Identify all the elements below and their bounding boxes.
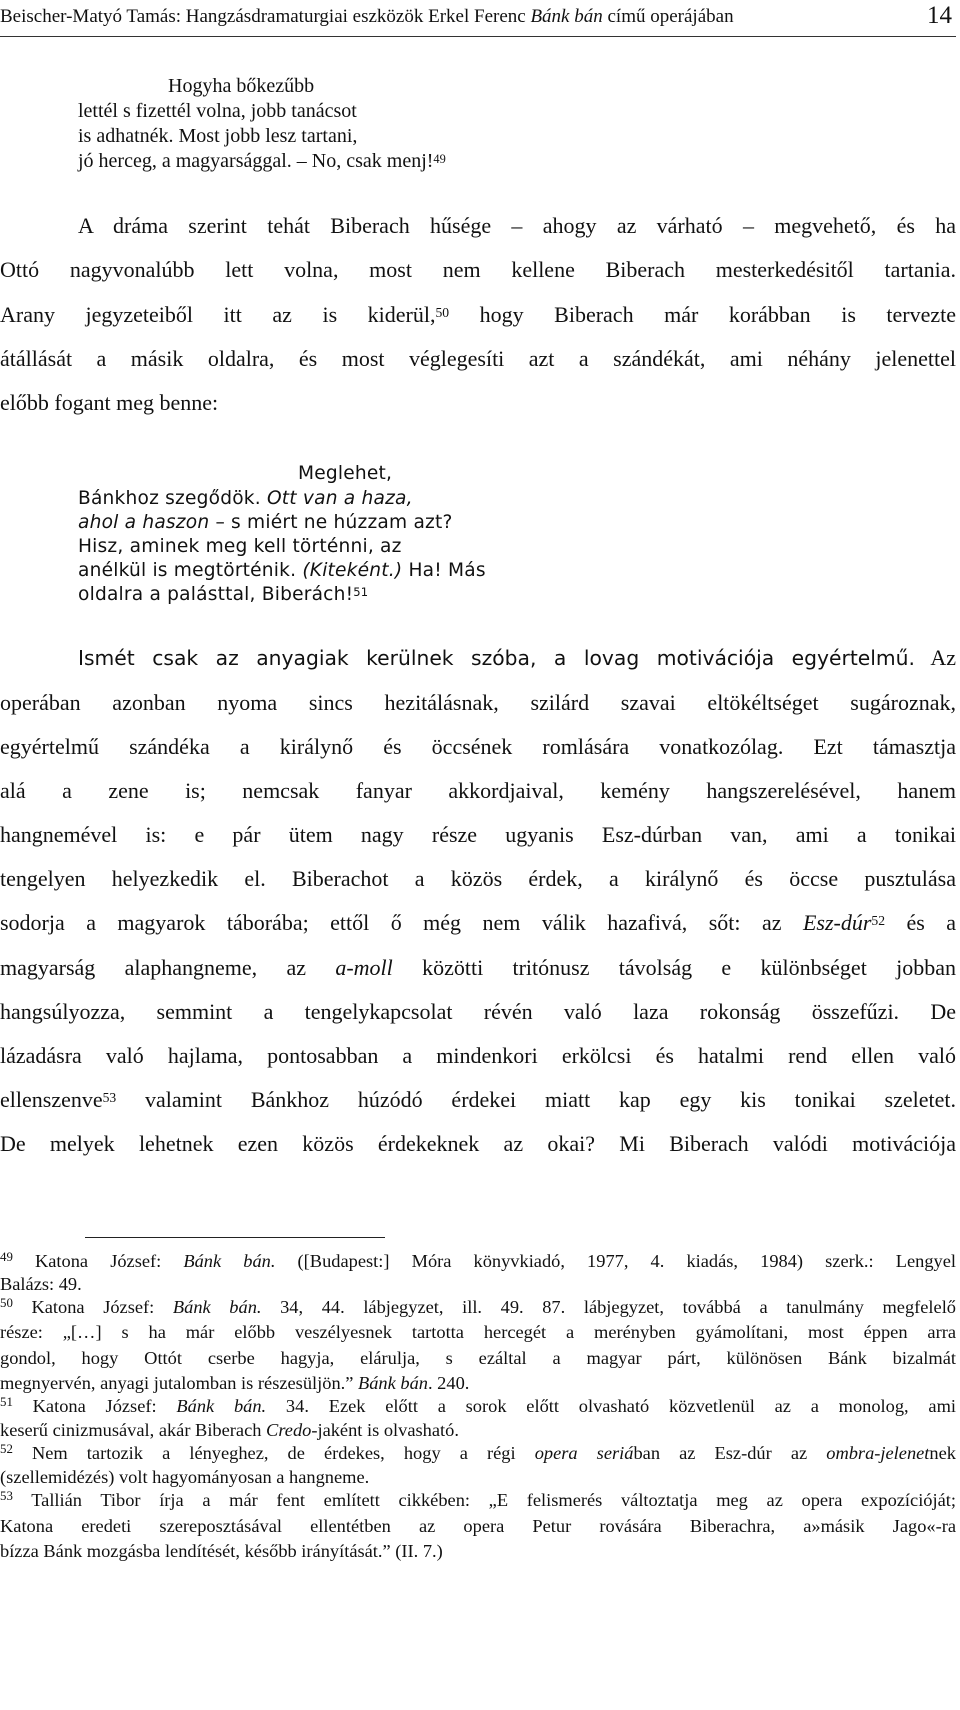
header-rule bbox=[0, 36, 956, 37]
footnote-line: keserű cinizmusával, akár Biberach Credo-jaként is olvasható. bbox=[0, 1420, 459, 1440]
verse-line: anélkül is megtörténik. (Kiteként.) Ha! Más bbox=[78, 560, 486, 581]
page-number: 14 bbox=[927, 2, 952, 29]
footnote-line: Katona eredeti szereposztásával ellentétben az opera Petur rovására Biberachra, a»másik Jago«-ra bbox=[0, 1516, 956, 1536]
body-line: egyértelmű szándéka a királynő és öccsének romlására vonatkozólag. Ezt támasztja bbox=[0, 734, 956, 759]
body-line: hangnemével is: e pár ütem nagy része ugyanis Esz-dúrban van, ami a tonikai bbox=[0, 822, 956, 847]
footnote-53: $^{53}$ Tallián Tibor írja a már fent említett cikkében: „E felismerés változtatja meg az opera expozícióját; bbox=[0, 1489, 956, 1510]
body-line: sodorja a magyarok táborába; ettől ő még nem válik hazafivá, sőt: az Esz-dúr$^{52}$ és a bbox=[0, 910, 957, 935]
footnote-line: megnyervén, anyagi jutalomban is részesüljön.” Bánk bán. 240. bbox=[0, 1373, 470, 1393]
header-title: Beischer-Matyó Tamás: Hangzásdramaturgiai eszközök Erkel Ferenc Bánk bán című operájában bbox=[0, 6, 734, 27]
footnote-ref[interactable]: 53 bbox=[102, 1090, 117, 1106]
body-line: Ismét csak az anyagiak kerülnek szóba, a lovag motivációja egyértelmű. Az bbox=[78, 645, 956, 670]
footnote-line: (szellemidézés) volt hagyományosan a hangneme. bbox=[0, 1467, 370, 1487]
verse-line: lettél s fizettél volna, jobb tanácsot bbox=[78, 100, 357, 122]
footnote-line: Balázs: 49. bbox=[0, 1274, 82, 1294]
verse-line: jó herceg, a magyarsággal. – No, csak menj!$^{49}$ bbox=[78, 150, 446, 172]
verse-line: ahol a haszon – s miért ne húzzam azt? bbox=[78, 512, 453, 533]
body-line: tengelyen helyezkedik el. Biberachot a közös érdek, a királynő és öccse pusztulása bbox=[0, 866, 956, 891]
body-line: alá a zene is; nemcsak fanyar akkordjaival, kemény hangszerelésével, hanem bbox=[0, 778, 956, 803]
body-line: Arany jegyzeteiből itt az is kiderül,$^{50}$ hogy Biberach már korábban is tervezte bbox=[0, 302, 957, 327]
footnote-line: része: „[…] s ha már előbb veszélyesnek tartotta hercegét a merényben gyámolítani, most éppen arra bbox=[0, 1322, 956, 1342]
body-line: lázadásra való hajlama, pontosabban a mindenkori erkölcsi és hatalmi rend ellen való bbox=[0, 1043, 956, 1068]
body-line: operában azonban nyoma sincs hezitálásnak, szilárd szavai eltökéltséget sugároznak, bbox=[0, 690, 956, 715]
body-line: Ottó nagyvonalúbb lett volna, most nem kellene Biberach mesterkedésitől tartania. bbox=[0, 257, 956, 282]
footnote-ref[interactable]: 50 bbox=[435, 305, 450, 321]
body-line: hangsúlyozza, semmint a tengelykapcsolat révén való laza rokonság összefűzi. De bbox=[0, 999, 956, 1024]
verse-line: is adhatnék. Most jobb lesz tartani, bbox=[78, 125, 358, 147]
body-line: De melyek lehetnek ezen közös érdekeknek az okai? Mi Biberach valódi motivációja bbox=[0, 1131, 956, 1156]
footnote-line: bízza Bánk mozgásba lendítését, később irányítását.” (II. 7.) bbox=[0, 1541, 443, 1561]
footnote-ref[interactable]: 52 bbox=[871, 913, 886, 929]
verse-line: oldalra a palásttal, Biberách!$^{51}$ bbox=[78, 584, 369, 605]
running-header bbox=[0, 2, 960, 32]
footnote-ref[interactable]: 51 bbox=[353, 584, 369, 599]
footnote-separator bbox=[85, 1237, 385, 1238]
footnote-50: $^{50}$ Katona József: Bánk bán. 34, 44. lábjegyzet, ill. 49. 87. lábjegyzet, továbbá a tanulmány megfelelő bbox=[0, 1296, 956, 1317]
body-line: átállását a másik oldalra, és most véglegesíti azt a szándékát, ami néhány jelenettel bbox=[0, 346, 956, 371]
verse-line: Hisz, aminek meg kell történni, az bbox=[78, 536, 402, 557]
body-line: előbb fogant meg benne: bbox=[0, 390, 219, 415]
footnote-line: gondol, hogy Ottót cserbe hagyja, elárulja, s ezáltal a magyar párt, különösen Bánk bizalmát bbox=[0, 1348, 956, 1368]
footnote-51: $^{51}$ Katona József: Bánk bán. 34. Ezek előtt a sorok előtt olvasható közvetlenül az a monolog, ami bbox=[0, 1395, 956, 1416]
verse-line: Bánkhoz szegődök. Ott van a haza, bbox=[78, 488, 413, 509]
body-line: magyarság alaphangneme, az a-moll közötti tritónusz távolság e különbséget jobban bbox=[0, 955, 956, 980]
footnote-ref[interactable]: 49 bbox=[433, 151, 446, 166]
body-line: A dráma szerint tehát Biberach hűsége – ahogy az várható – megvehető, és ha bbox=[78, 213, 956, 238]
footnote-49: $^{49}$ Katona József: Bánk bán. ([Budapest:] Móra könyvkiadó, 1977, 4. kiadás, 1984) szerk.: Lengyel bbox=[0, 1250, 956, 1271]
verse-line: Hogyha bőkezűbb bbox=[168, 75, 315, 97]
verse-line: Meglehet, bbox=[298, 463, 393, 484]
footnote-52: $^{52}$ Nem tartozik a lényeghez, de érdekes, hogy a régi opera seriában az Esz-dúr az ombra-jelenetnek bbox=[0, 1442, 956, 1463]
body-line: ellenszenve$^{53}$ valamint Bánkhoz húzódó érdekei miatt kap egy kis tonikai szeletet. bbox=[0, 1087, 956, 1112]
